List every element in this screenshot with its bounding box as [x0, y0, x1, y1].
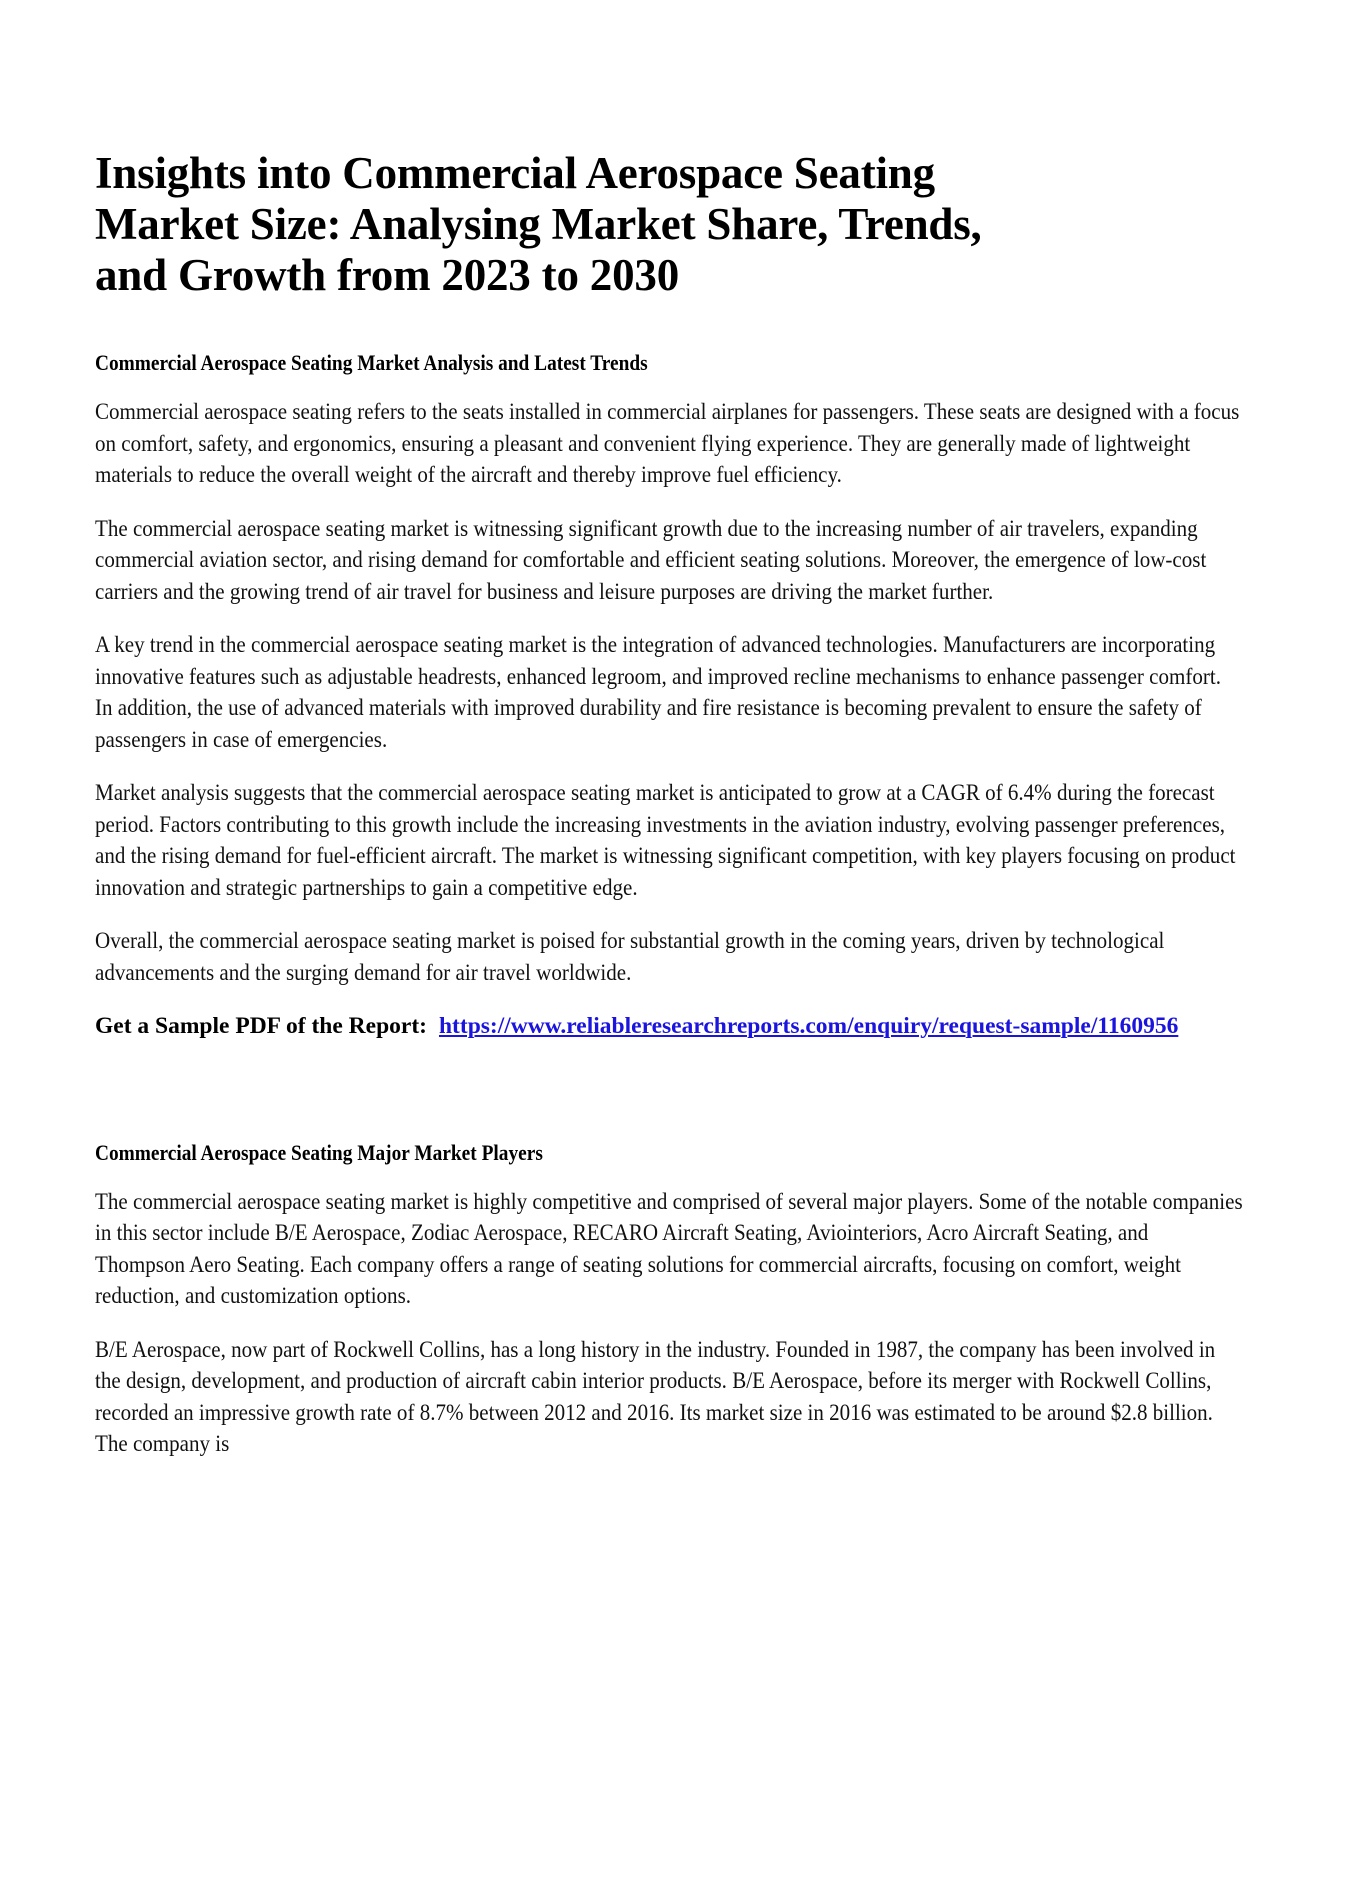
page-title: Insights into Commercial Aerospace Seating Market Size: Analysing Market Share, Trends, and Growth from 2023 to 2030 — [95, 148, 982, 300]
paragraph-analysis-1: Commercial aerospace seating refers to the seats installed in commercial airplanes for passengers. These seats are designed with a focus on comfort, safety, and ergonomics, ensuring a pleasant and convenient flying experience. They are generally made of lightweight materials to reduce the overall weight of the aircraft and thereby improve fuel efficiency. — [95, 399, 1240, 488]
spacer — [95, 492, 1243, 514]
spacer — [95, 904, 1243, 926]
spacer — [95, 1043, 1243, 1139]
paragraph-analysis-5: Overall, the commercial aerospace seating market is poised for substantial growth in the coming years, driven by technological advancements and the surging demand for air travel worldwide. — [95, 928, 1165, 986]
paragraph-analysis-4: Market analysis suggests that the commercial aerospace seating market is anticipated to grow at a CAGR of 6.4% during the forecast period. Factors contributing to this growth include the increasing investments in the aviation industry, evolving passenger preferences, and the rising demand for fuel-efficient aircraft. The market is witnessing significant competition, with key players focusing on product innovation and strategic partnerships to gain a competitive edge. — [95, 780, 1236, 901]
sample-pdf-label: Get a Sample PDF of the Report: — [95, 1013, 427, 1039]
paragraph-players-1: The commercial aerospace seating market is highly competitive and comprised of several major players. Some of the notable companies in this sector include B/E Aerospace, Zodiac Aerospace, RECARO Aircraft Seating, Aviointeriors, Acro Aircraft Seating, and Thompson Aero Seating. Each company offers a range of seating solutions for commercial aircrafts, focusing on comfort, weight reduction, and customization options. — [95, 1188, 1243, 1309]
spacer — [95, 1167, 1243, 1187]
spacer — [95, 756, 1243, 778]
section-heading-players: Commercial Aerospace Seating Major Market Players — [95, 1139, 543, 1165]
paragraph-analysis-2: The commercial aerospace seating market is witnessing significant growth due to the increasing number of air travelers, expanding commercial aviation sector, and rising demand for comfortable and efficient seating solutions. Moreover, the emergence of low-cost carriers and the growing trend of air travel for business and leisure purposes are driving the market further. — [95, 515, 1207, 605]
spacer — [95, 301, 1243, 349]
spacer — [95, 989, 1243, 1011]
sample-pdf-link[interactable]: https://www.reliableresearchreports.com/enquiry/request-sample/1160956 — [438, 1013, 1179, 1039]
sample-pdf-line — [95, 1011, 1243, 1043]
paragraph-players-2: B/E Aerospace, now part of Rockwell Collins, has a long history in the industry. Founded in 1987, the company has been involved in the design, development, and production of aircraft cabin interior products. B/E Aerospace, before its merger with Rockwell Collins, recorded an impressive growth rate of 8.7% between 2012 and 2016. Its market size in 2016 was estimated to be around $2.8 billion. The company is — [95, 1336, 1216, 1457]
paragraph-analysis-3: A key trend in the commercial aerospace seating market is the integration of advanced technologies. Manufacturers are incorporating innovative features such as adjustable headrests, enhanced legroom, and improved recline mechanisms to enhance passenger comfort. In addition, the use of advanced materials with improved durability and fire resistance is becoming prevalent to ensure the safety of passengers in case of emergencies. — [95, 632, 1222, 753]
spacer — [95, 1313, 1243, 1335]
spacer — [95, 377, 1243, 397]
section-heading-analysis: Commercial Aerospace Seating Market Analysis and Latest Trends — [95, 350, 648, 375]
document-content — [95, 148, 1243, 1461]
spacer — [95, 608, 1243, 630]
